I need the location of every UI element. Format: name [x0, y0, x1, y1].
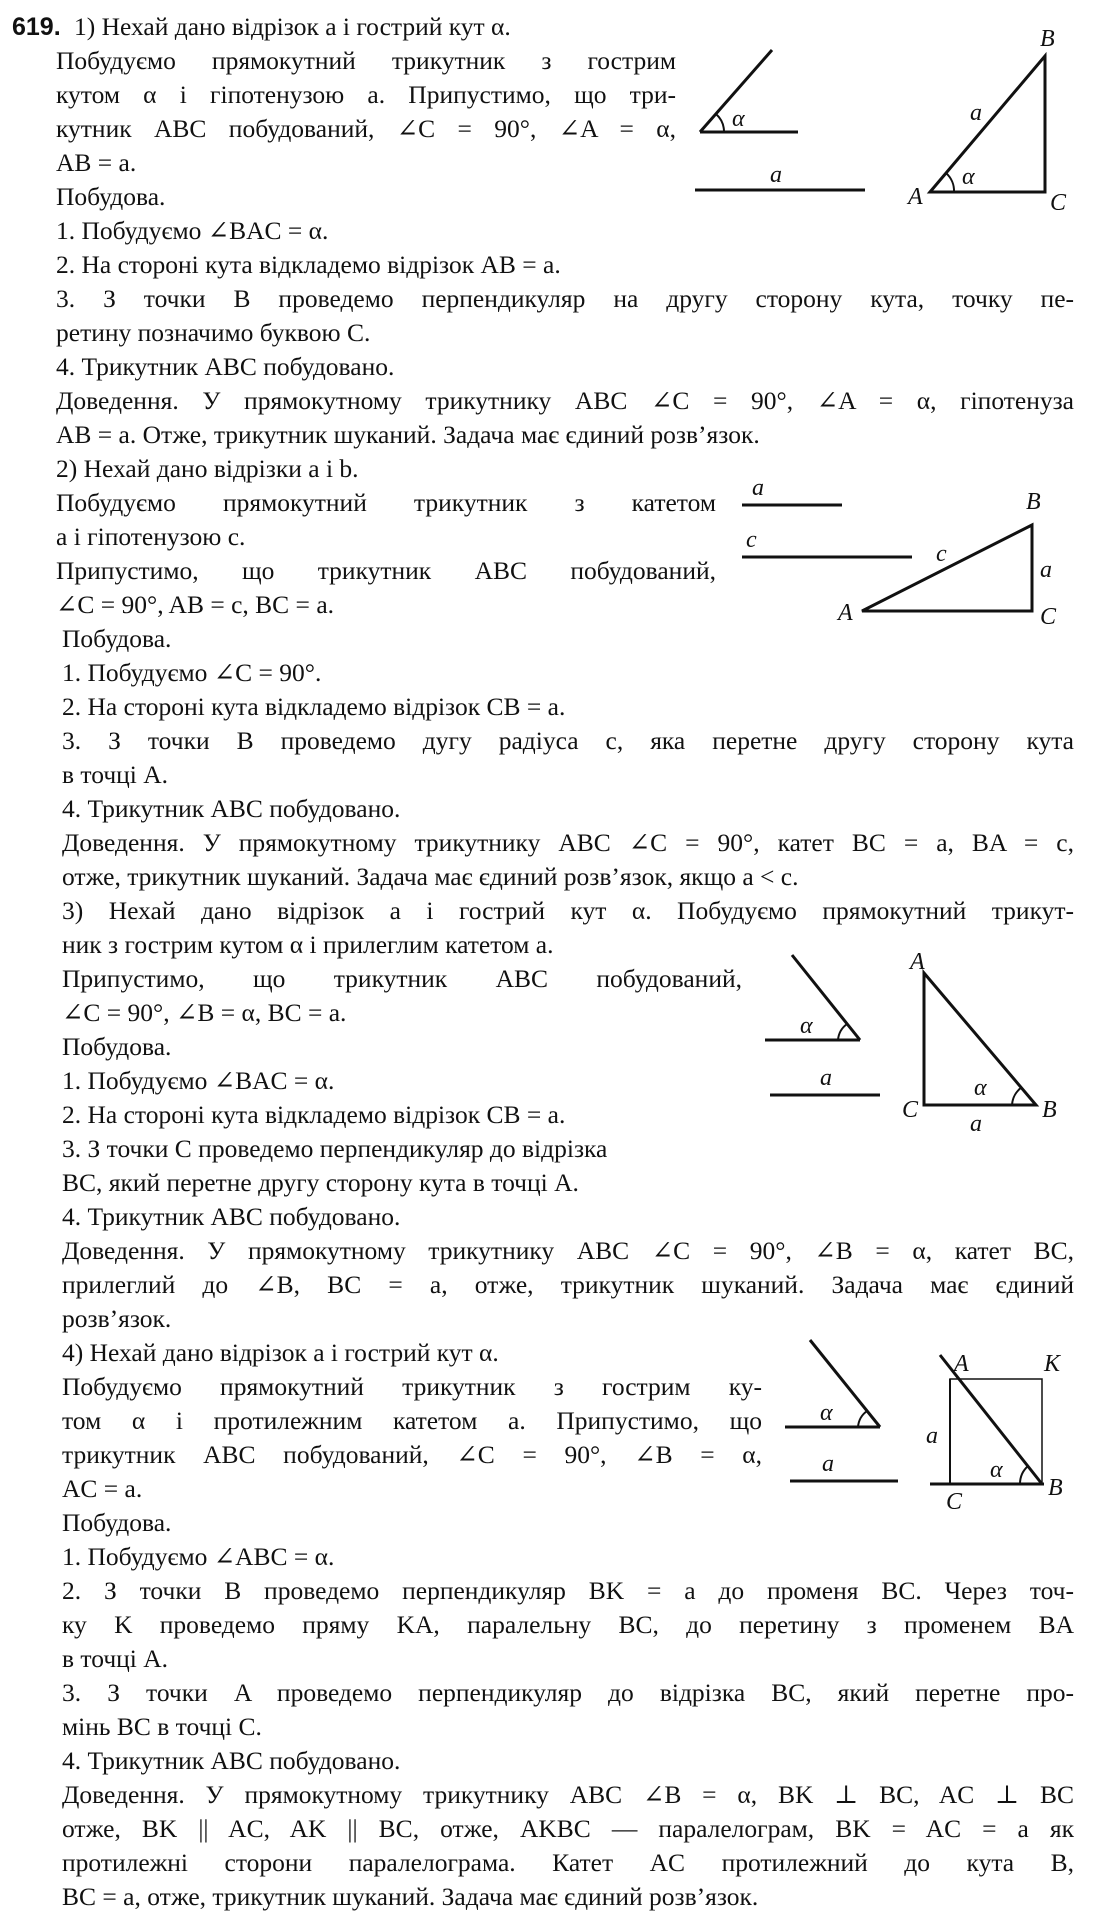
fig1-alpha-label: α: [732, 106, 745, 132]
fig3-triangle-alpha: α: [974, 1075, 987, 1101]
fig1-vertex-c: C: [1050, 190, 1067, 216]
text-line: Побудуємо прямокутний трикутник з гострим ку-: [62, 1372, 762, 1401]
text-line: протилежні сторони паралелограма. Катет AC протилежний до кута B,: [62, 1848, 1074, 1877]
fig4-angle-b-arc: [1020, 1466, 1028, 1484]
text-line: кутом α і гіпотенузою a. Припустимо, що три-: [56, 80, 676, 109]
text-line: Побудова.: [62, 624, 172, 653]
text-line: Припустимо, що трикутник ABC побудований,: [56, 556, 716, 585]
text-line: AC = a.: [62, 1474, 143, 1503]
fig4-angle-arc: [858, 1411, 867, 1427]
figure-2: [730, 465, 1090, 645]
text-line: Побудова.: [62, 1032, 172, 1061]
text-line: Доведення. У прямокутному трикутнику ABC ∠B = α, BK ⊥ BC, AC ⊥ BC: [62, 1780, 1074, 1809]
figure-4: [780, 1335, 1090, 1525]
text-line: 1) Нехай дано відрізок a і гострий кут α.: [74, 12, 511, 41]
text-line: розв’язок.: [62, 1304, 172, 1333]
text-line: 4. Трикутник ABC побудовано.: [62, 1202, 401, 1231]
text-line: AB = a.: [56, 148, 137, 177]
fig4-segment-a-label: a: [822, 1451, 834, 1477]
text-line: ∠C = 90°, ∠B = α, BC = a.: [62, 998, 347, 1027]
fig3-triangle-a: a: [970, 1111, 982, 1137]
fig3-triangle-arc: [1012, 1087, 1022, 1105]
text-line: 1. Побудуємо ∠BAC = α.: [62, 1066, 335, 1095]
text-line: 2. З точки B проведемо перпендикуляр BK = a до променя BC. Через точ-: [62, 1576, 1074, 1605]
fig3-vertex-b: B: [1042, 1097, 1057, 1123]
text-line: трикутник ABC побудований, ∠C = 90°, ∠B = α,: [62, 1440, 762, 1469]
fig2-triangle-a: a: [1040, 557, 1052, 583]
text-line: Припустимо, що трикутник ABC побудований,: [62, 964, 742, 993]
fig2-triangle-c: c: [936, 541, 947, 567]
text-line: 4. Трикутник ABC побудовано.: [56, 352, 395, 381]
fig1-triangle-alpha: α: [962, 164, 975, 190]
text-line: Побудуємо прямокутний трикутник з гострим: [56, 46, 676, 75]
fig2-segment-c-label: c: [746, 527, 757, 553]
text-line: Побудуємо прямокутний трикутник з катетом: [56, 488, 716, 517]
text-line: 3. З точки B проведемо дугу радіуса c, яка перетне другу сторону кута: [62, 726, 1074, 755]
text-line: Доведення. У прямокутному трикутнику ABC ∠C = 90°, ∠A = α, гіпотенуза: [56, 386, 1074, 415]
text-line: 4) Нехай дано відрізок a і гострий кут α.: [62, 1338, 499, 1367]
text-line: в точці A.: [62, 1644, 169, 1673]
fig4-alpha-label: α: [820, 1400, 833, 1426]
text-line: 2. На стороні кута відкладемо відрізок CB = a.: [62, 692, 566, 721]
fig1-segment-a-label: a: [770, 162, 782, 188]
problem-number: 619.: [12, 13, 61, 41]
fig2-vertex-c: C: [1040, 604, 1057, 630]
fig3-alpha-label: α: [800, 1013, 813, 1039]
text-line: BC = a, отже, трикутник шуканий. Задача має єдиний розв’язок.: [62, 1882, 759, 1911]
text-line: Побудова.: [62, 1508, 172, 1537]
fig4-vertex-k: K: [1044, 1351, 1061, 1377]
text-line: BC, який перетне другу сторону кута в точці A.: [62, 1168, 579, 1197]
fig3-angle-arc: [838, 1024, 847, 1040]
fig4-vertex-b: B: [1048, 1475, 1063, 1501]
text-line: 3. З точки B проведемо перпендикуляр на другу сторону кута, точку пе-: [56, 284, 1074, 313]
text-line: 2. На стороні кута відкладемо відрізок CB = a.: [62, 1100, 566, 1129]
fig4-triangle-a: a: [926, 1423, 938, 1449]
fig1-triangle-arc: [946, 173, 954, 192]
text-line: a і гіпотенузою c.: [56, 522, 246, 551]
fig3-segment-a-label: a: [820, 1065, 832, 1091]
figure-3: [760, 945, 1090, 1145]
text-line: отже, трикутник шуканий. Задача має єдиний розв’язок, якщо a < c.: [62, 862, 799, 891]
text-line: 2) Нехай дано відрізки a і b.: [56, 454, 359, 483]
text-line: 3. З точки A проведемо перпендикуляр до відрізка BC, який перетне про-: [62, 1678, 1074, 1707]
text-line: 3. З точки C проведемо перпендикуляр до відрізка: [62, 1134, 608, 1163]
fig1-triangle-a: a: [970, 100, 982, 126]
fig1-angle-arc: [716, 114, 724, 132]
fig1-vertex-a: A: [908, 184, 923, 210]
fig4-triangle-alpha: α: [990, 1457, 1003, 1483]
figure-1: [690, 20, 1090, 220]
text-line: ∠C = 90°, AB = c, BC = a.: [56, 590, 335, 619]
text-line: мінь BC в точці C.: [62, 1712, 262, 1741]
text-line: Побудова.: [56, 182, 166, 211]
text-line: 4. Трикутник ABC побудовано.: [62, 1746, 401, 1775]
text-line: том α і протилежним катетом a. Припустимо, що: [62, 1406, 762, 1435]
fig3-vertex-a: A: [910, 949, 925, 975]
text-line: отже, BK || AC, AK || BC, отже, AKBC — паралелограм, BK = AC = a як: [62, 1814, 1074, 1843]
fig2-vertex-b: B: [1026, 489, 1041, 515]
text-line: 1. Побудуємо ∠ABC = α.: [62, 1542, 335, 1571]
fig1-vertex-b: B: [1040, 26, 1055, 52]
text-line: AB = a. Отже, трикутник шуканий. Задача має єдиний розв’язок.: [56, 420, 760, 449]
text-line: в точці A.: [62, 760, 169, 789]
text-line: ник з гострим кутом α і прилеглим катетом a.: [62, 930, 554, 959]
text-line: 2. На стороні кута відкладемо відрізок AB = a.: [56, 250, 561, 279]
text-line: Доведення. У прямокутному трикутнику ABC ∠C = 90°, ∠B = α, катет BC,: [62, 1236, 1074, 1265]
text-line: кутник ABC побудований, ∠C = 90°, ∠A = α,: [56, 114, 676, 143]
fig4-vertex-c: C: [946, 1489, 963, 1515]
text-line: 1. Побудуємо ∠BAC = α.: [56, 216, 329, 245]
fig2-segment-a-label: a: [752, 475, 764, 501]
text-line: прилеглий до ∠B, BC = a, отже, трикутник шуканий. Задача має єдиний: [62, 1270, 1074, 1299]
text-line: 4. Трикутник ABC побудовано.: [62, 794, 401, 823]
text-line: ретину позначимо буквою C.: [56, 318, 371, 347]
fig3-vertex-c: C: [902, 1097, 919, 1123]
text-line: Доведення. У прямокутному трикутнику ABC ∠C = 90°, катет BC = a, BA = c,: [62, 828, 1074, 857]
fig1-triangle: [930, 56, 1045, 192]
text-line: 3) Нехай дано відрізок a і гострий кут α. Побудуємо прямокутний трикут-: [62, 896, 1074, 925]
fig2-triangle: [862, 525, 1032, 611]
fig2-vertex-a: A: [838, 600, 853, 626]
text-line: 1. Побудуємо ∠C = 90°.: [62, 658, 322, 687]
fig4-vertex-a: A: [954, 1351, 969, 1377]
text-line: ку K проведемо пряму KA, паралельну BC, до перетину з променем BA: [62, 1610, 1074, 1639]
